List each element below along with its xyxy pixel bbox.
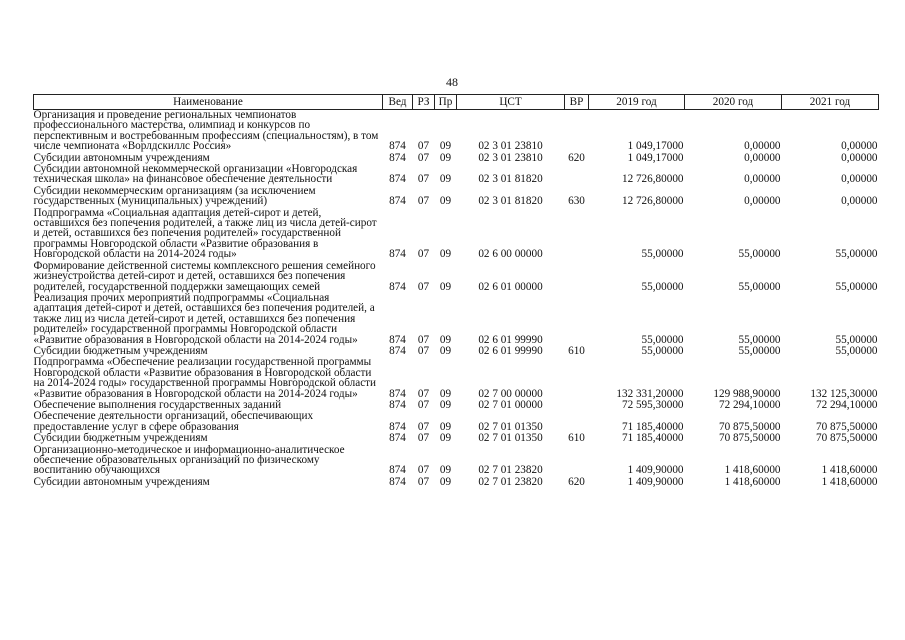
cell-pr: 09 xyxy=(439,140,452,153)
cell-2019: 1 409,90000 xyxy=(627,475,684,488)
cell-ved: 874 xyxy=(389,398,406,411)
cell-2019: 1 049,17000 xyxy=(627,151,684,164)
cell-2019: 12 726,80000 xyxy=(621,195,684,208)
cell-2019: 12 726,80000 xyxy=(621,173,684,186)
cell-cst: 02 3 01 23810 xyxy=(478,151,543,164)
cell-2019: 1 049,17000 xyxy=(627,140,684,153)
cell-rz: 07 xyxy=(417,475,430,488)
cell-2019: 55,00000 xyxy=(641,333,684,346)
cell-2021: 55,00000 xyxy=(835,333,878,346)
cell-rz: 07 xyxy=(417,173,430,186)
cell-2021: 0,00000 xyxy=(841,140,878,153)
cell-cst: 02 7 01 23820 xyxy=(478,464,543,477)
cell-2019: 71 185,40000 xyxy=(621,420,684,433)
cell-pr: 09 xyxy=(439,280,452,293)
cell-rz: 07 xyxy=(417,464,430,477)
cell-2020: 129 988,90000 xyxy=(713,387,781,400)
cell-2019: 55,00000 xyxy=(641,280,684,293)
cell-rz: 07 xyxy=(417,151,430,164)
column-header-2021: 2021 год xyxy=(782,95,879,110)
table-row xyxy=(34,186,879,208)
cell-2020: 70 875,50000 xyxy=(718,420,781,433)
cell-name: Субсидии бюджетным учреждениям xyxy=(33,432,208,445)
cell-vr xyxy=(565,445,589,477)
cell-ved: 874 xyxy=(389,151,406,164)
cell-pr: 09 xyxy=(439,333,452,346)
cell-2019: 72 595,30000 xyxy=(621,398,684,411)
cell-rz: 07 xyxy=(417,344,430,357)
column-header-pr: Пр xyxy=(435,95,457,110)
cell-ved: 874 xyxy=(389,432,406,445)
cell-2019: 1 409,90000 xyxy=(627,464,684,477)
cell-pr: 09 xyxy=(439,387,452,400)
cell-vr xyxy=(565,208,589,261)
cell-vr: 630 xyxy=(568,195,585,208)
cell-ved: 874 xyxy=(389,420,406,433)
cell-2020: 0,00000 xyxy=(744,151,781,164)
table-header-row xyxy=(34,95,879,110)
cell-name: Подпрограмма «Социальная адаптация детей-сирот и детей, оставшихся без попечения родителей, а также лиц из числа детей-сирот и детей, оставшихся без попечения родителей» государственной программы Новгородской области «Развитие образования в Новгородской области на 2014-2024 годы» xyxy=(33,206,377,261)
cell-vr xyxy=(565,411,589,433)
table-row xyxy=(34,110,879,153)
table-row xyxy=(34,261,879,293)
cell-2020: 0,00000 xyxy=(744,173,781,186)
cell-2020: 0,00000 xyxy=(744,140,781,153)
cell-rz: 07 xyxy=(417,387,430,400)
cell-name: Обеспечение выполнения государственных заданий xyxy=(33,398,282,411)
budget-table xyxy=(33,94,879,488)
cell-2020: 0,00000 xyxy=(744,195,781,208)
cell-cst: 02 7 01 01350 xyxy=(478,432,543,445)
cell-rz: 07 xyxy=(417,280,430,293)
cell-vr xyxy=(565,261,589,293)
cell-2019: 55,00000 xyxy=(641,248,684,261)
cell-2020: 70 875,50000 xyxy=(718,432,781,445)
cell-2021: 132 125,30000 xyxy=(810,387,878,400)
cell-ved: 874 xyxy=(389,387,406,400)
column-header-2020: 2020 год xyxy=(685,95,782,110)
cell-2020: 1 418,60000 xyxy=(724,475,781,488)
cell-name: Обеспечение деятельности организаций, обеспечивающих предоставление услуг в сфере образования xyxy=(33,410,314,433)
cell-vr: 620 xyxy=(568,151,585,164)
cell-name: Субсидии автономной некоммерческой организации «Новгородская техническая школа» на финансовое обеспечение деятельности xyxy=(33,163,358,186)
cell-cst: 02 7 01 23820 xyxy=(478,475,543,488)
cell-pr: 09 xyxy=(439,344,452,357)
cell-vr xyxy=(565,293,589,346)
cell-ved: 874 xyxy=(389,475,406,488)
cell-rz: 07 xyxy=(417,195,430,208)
table-row xyxy=(34,477,879,488)
cell-pr: 09 xyxy=(439,398,452,411)
cell-rz: 07 xyxy=(417,420,430,433)
table-row xyxy=(34,164,879,186)
column-header-vr: ВР xyxy=(565,95,589,110)
cell-name: Организационно-методическое и информационно-аналитическое обеспечение образовательных организаций по физическому воспитанию обучающихся xyxy=(33,443,345,477)
cell-2021: 0,00000 xyxy=(841,195,878,208)
cell-cst: 02 7 01 01350 xyxy=(478,420,543,433)
cell-2021: 72 294,10000 xyxy=(815,398,878,411)
cell-vr xyxy=(565,357,589,400)
cell-2020: 55,00000 xyxy=(738,248,781,261)
cell-vr xyxy=(565,164,589,186)
cell-vr: 610 xyxy=(568,432,585,445)
cell-vr xyxy=(565,110,589,153)
cell-pr: 09 xyxy=(439,173,452,186)
cell-2021: 55,00000 xyxy=(835,280,878,293)
cell-2021: 1 418,60000 xyxy=(821,464,878,477)
cell-cst: 02 3 01 81820 xyxy=(478,173,543,186)
cell-ved: 874 xyxy=(389,464,406,477)
column-header-name: Наименование xyxy=(34,95,383,110)
cell-ved: 874 xyxy=(389,248,406,261)
page-number: 48 xyxy=(446,75,458,89)
cell-pr: 09 xyxy=(439,475,452,488)
cell-cst: 02 6 01 00000 xyxy=(478,280,543,293)
cell-name: Субсидии некоммерческим организациям (за исключением государственных (муниципальных) учреждений) xyxy=(33,184,316,208)
cell-cst: 02 6 01 99990 xyxy=(478,333,543,346)
cell-vr: 620 xyxy=(568,475,585,488)
cell-ved: 874 xyxy=(389,173,406,186)
cell-name: Организация и проведение региональных чемпионатов профессионального мастерства, олимпиад и конкурсов по перспективным и востребованным профессиям (специальностям), в том числе чемпионата «Ворлдскиллс Россия» xyxy=(33,109,379,153)
cell-rz: 07 xyxy=(417,432,430,445)
cell-2021: 55,00000 xyxy=(835,248,878,261)
cell-ved: 874 xyxy=(389,333,406,346)
cell-pr: 09 xyxy=(439,248,452,261)
table-row xyxy=(34,433,879,444)
table-body xyxy=(34,110,879,489)
cell-cst: 02 6 01 99990 xyxy=(478,344,543,357)
cell-pr: 09 xyxy=(439,420,452,433)
cell-2020: 1 418,60000 xyxy=(724,464,781,477)
cell-ved: 874 xyxy=(389,344,406,357)
cell-rz: 07 xyxy=(417,140,430,153)
cell-pr: 09 xyxy=(439,432,452,445)
cell-name: Субсидии автономным учреждениям xyxy=(33,475,210,488)
cell-2020: 72 294,10000 xyxy=(718,398,781,411)
cell-2020: 55,00000 xyxy=(738,344,781,357)
cell-ved: 874 xyxy=(389,280,406,293)
table-row xyxy=(34,411,879,433)
cell-2019: 55,00000 xyxy=(641,344,684,357)
cell-2021: 1 418,60000 xyxy=(821,475,878,488)
cell-2020: 55,00000 xyxy=(738,333,781,346)
cell-2020: 55,00000 xyxy=(738,280,781,293)
cell-name: Субсидии бюджетным учреждениям xyxy=(33,344,208,357)
table-row xyxy=(34,208,879,261)
cell-rz: 07 xyxy=(417,248,430,261)
cell-2021: 70 875,50000 xyxy=(815,432,878,445)
cell-rz: 07 xyxy=(417,333,430,346)
cell-2021: 70 875,50000 xyxy=(815,420,878,433)
cell-name: Субсидии автономным учреждениям xyxy=(33,151,210,164)
cell-cst: 02 7 01 00000 xyxy=(478,398,543,411)
cell-name: Реализация прочих мероприятий подпрограммы «Социальная адаптация детей-сирот и детей, оставшихся без попечения родителей, а также лиц из числа детей-сирот и детей, оставшихся без попечения родителей» государственной программы Новгородской области «Развитие образования в Новгородской области на 2014-2024 годы» xyxy=(33,291,375,346)
cell-2019: 71 185,40000 xyxy=(621,432,684,445)
cell-2021: 55,00000 xyxy=(835,344,878,357)
cell-pr: 09 xyxy=(439,151,452,164)
cell-pr: 09 xyxy=(439,195,452,208)
column-header-rz: РЗ xyxy=(413,95,435,110)
cell-cst: 02 3 01 81820 xyxy=(478,195,543,208)
cell-vr: 610 xyxy=(568,344,585,357)
cell-cst: 02 7 00 00000 xyxy=(478,387,543,400)
table-row xyxy=(34,293,879,346)
cell-2021: 0,00000 xyxy=(841,151,878,164)
column-header-ved: Вед xyxy=(383,95,413,110)
cell-name: Подпрограмма «Обеспечение реализации государственной программы Новгородской области «Развитие образования в Новгородской области на 2014-2024 годы» государственной программы Новгородской области «Развитие образования в Новгородской области на 2014-2024 годы» xyxy=(33,356,377,400)
cell-ved: 874 xyxy=(389,140,406,153)
cell-cst: 02 6 00 00000 xyxy=(478,248,543,261)
column-header-cst: ЦСТ xyxy=(457,95,565,110)
cell-2021: 0,00000 xyxy=(841,173,878,186)
table-row xyxy=(34,445,879,477)
cell-name: Формирование действенной системы комплексного решения семейного жизнеустройства детей-сирот и детей, оставшихся без попечения родителей, государственной поддержки замещающих семей xyxy=(33,259,376,293)
table-row xyxy=(34,357,879,400)
cell-pr: 09 xyxy=(439,464,452,477)
cell-vr xyxy=(565,400,589,411)
cell-2019: 132 331,20000 xyxy=(616,387,684,400)
column-header-2019: 2019 год xyxy=(589,95,685,110)
cell-cst: 02 3 01 23810 xyxy=(478,140,543,153)
cell-rz: 07 xyxy=(417,398,430,411)
cell-ved: 874 xyxy=(389,195,406,208)
